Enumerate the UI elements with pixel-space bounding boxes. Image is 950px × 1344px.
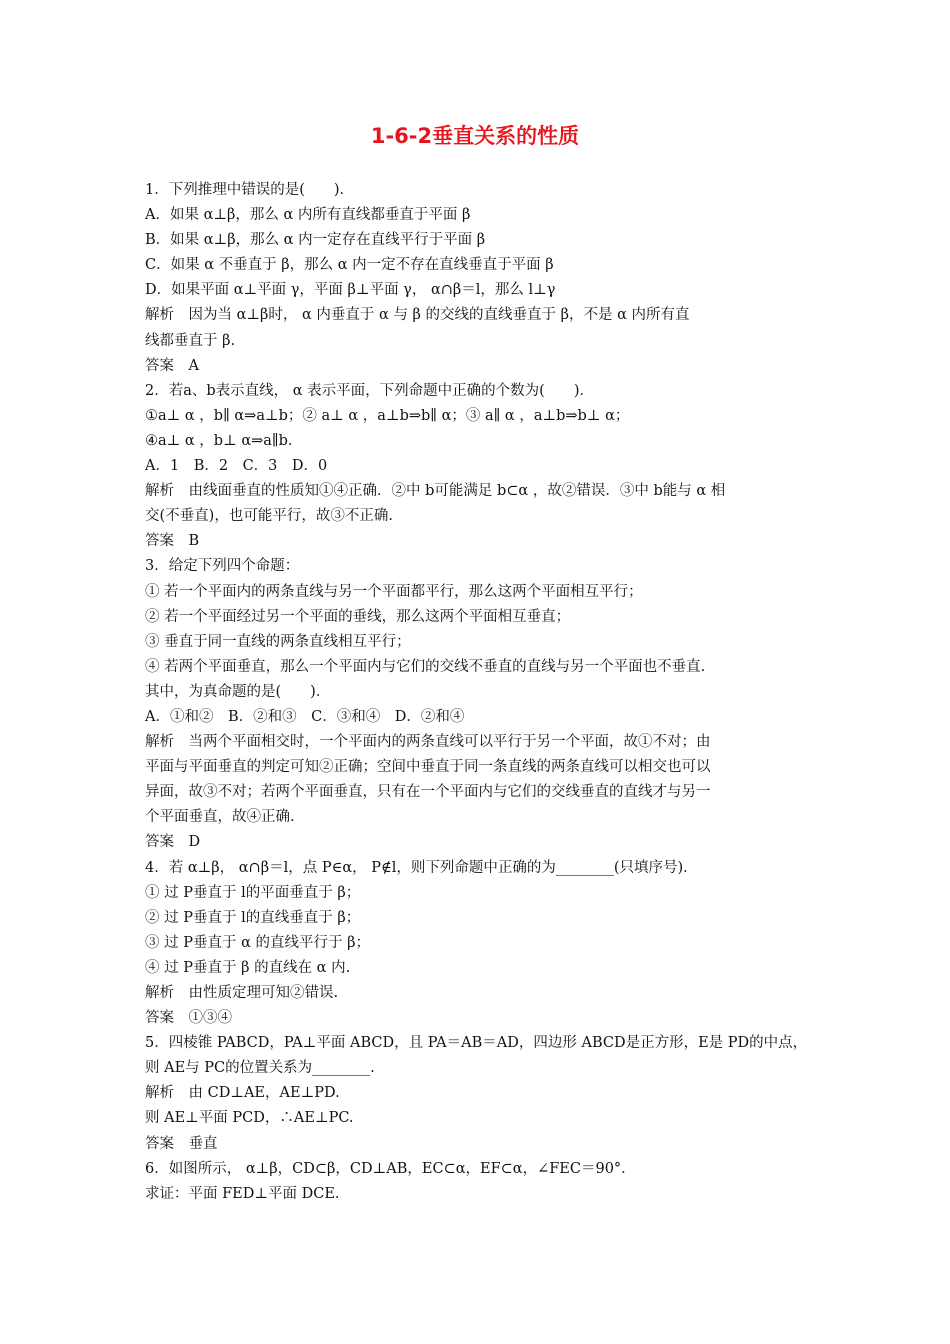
text-line: 则 AE与 PC的位置关系为________. (145, 1060, 375, 1077)
text-line: 交(不垂直)，也可能平行，故③不正确. (145, 508, 393, 525)
text-line: 解析 由性质定理可知②错误. (145, 985, 339, 1001)
text-line: 线都垂直于 β. (145, 332, 236, 349)
text-line: ② 若一个平面经过另一个平面的垂线，那么这两个平面相互垂直； (145, 608, 571, 625)
text-line: 则 AE⊥平面 PCD，∴AE⊥PC. (145, 1110, 354, 1127)
text-line: A．如果 α⊥β，那么 α 内所有直线都垂直于平面 β (145, 207, 471, 224)
text-line: 解析 因为当 α⊥β时， α 内垂直于 α 与 β 的交线的直线垂直于 β，不是 α 内所有直 (145, 307, 690, 324)
text-line: A．1 B．2 C．3 D．0 (145, 458, 328, 475)
page-title: 1-6-2垂直关系的性质 (370, 124, 580, 148)
text-line: 异面，故③不对；若两个平面垂直，只有在一个平面内与它们的交线垂直的直线才与另一 (145, 784, 711, 801)
text-line: A．①和② B．②和③ C．③和④ D．②和④ (145, 708, 465, 725)
text-line: D．如果平面 α⊥平面 γ，平面 β⊥平面 γ， α∩β＝l，那么 l⊥γ (145, 282, 556, 299)
text-line: 5．四棱锥 PABCD，PA⊥平面 ABCD，且 PA＝AB＝AD，四边形 ABCD是正方形，E是 PD的中点， (145, 1035, 808, 1052)
text-line: B．如果 α⊥β，那么 α 内一定存在直线平行于平面 β (145, 232, 486, 249)
text-line: 其中，为真命题的是( )． (145, 683, 331, 700)
text-line: ② 过 P垂直于 l的直线垂直于 β； (145, 909, 361, 926)
text-line: 平面与平面垂直的判定可知②正确；空间中垂直于同一条直线的两条直线可以相交也可以 (145, 759, 711, 776)
text-line: 2．若a、b表示直线， α 表示平面，下列命题中正确的个数为( )． (145, 382, 594, 399)
text-line: ③ 过 P垂直于 α 的直线平行于 β； (145, 934, 370, 951)
text-line: ①a⊥ α ，b∥ α⇒a⊥b；② a⊥ α ，a⊥b⇒b∥ α；③ a∥ α ，a⊥b⇒b⊥ α； (145, 407, 630, 424)
text-line: 3．给定下列四个命题： (145, 558, 300, 575)
text-line: 解析 当两个平面相交时，一个平面内的两条直线可以平行于另一个平面，故①不对；由 (145, 734, 711, 751)
text-line: 解析 由 CD⊥AE，AE⊥PD. (145, 1085, 340, 1102)
text-line: 个平面垂直，故④正确. (145, 809, 295, 826)
text-line: 1．下列推理中错误的是( )． (145, 182, 355, 198)
text-line: ③ 垂直于同一直线的两条直线相互平行； (145, 633, 411, 650)
text-line: 答案 D (145, 834, 201, 851)
text-line: 解析 由线面垂直的性质知①④正确．②中 b可能满足 b⊂α ，故②错误．③中 b能与 α 相 (145, 483, 726, 500)
text-line: C．如果 α 不垂直于 β，那么 α 内一定不存在直线垂直于平面 β (145, 257, 554, 274)
text-line: 6．如图所示， α⊥β，CD⊂β，CD⊥AB，EC⊂α，EF⊂α，∠FEC＝90°． (145, 1160, 636, 1177)
text-line: ④ 过 P垂直于 β 的直线在 α 内. (145, 959, 351, 976)
text-line: ① 过 P垂直于 l的平面垂直于 β； (145, 884, 361, 901)
text-line: 4．若 α⊥β， α∩β＝l，点 P∈α， P∉l，则下列命题中正确的为________(只填序号)． (145, 859, 698, 876)
text-line: 答案 垂直 (145, 1135, 218, 1152)
document-body (145, 178, 815, 1207)
text-line: ④ 若两个平面垂直，那么一个平面内与它们的交线不垂直的直线与另一个平面也不垂直. (145, 658, 706, 675)
text-line: ① 若一个平面内的两条直线与另一个平面都平行，那么这两个平面相互平行； (145, 583, 643, 600)
text-line: ④a⊥ α ，b⊥ α⇒a∥b. (145, 432, 293, 449)
text-line: 答案 ①③④ (145, 1010, 232, 1027)
text-line: 答案 B (145, 533, 200, 550)
text-line: 求证：平面 FED⊥平面 DCE. (145, 1185, 340, 1202)
text-line: 答案 A (145, 357, 199, 374)
